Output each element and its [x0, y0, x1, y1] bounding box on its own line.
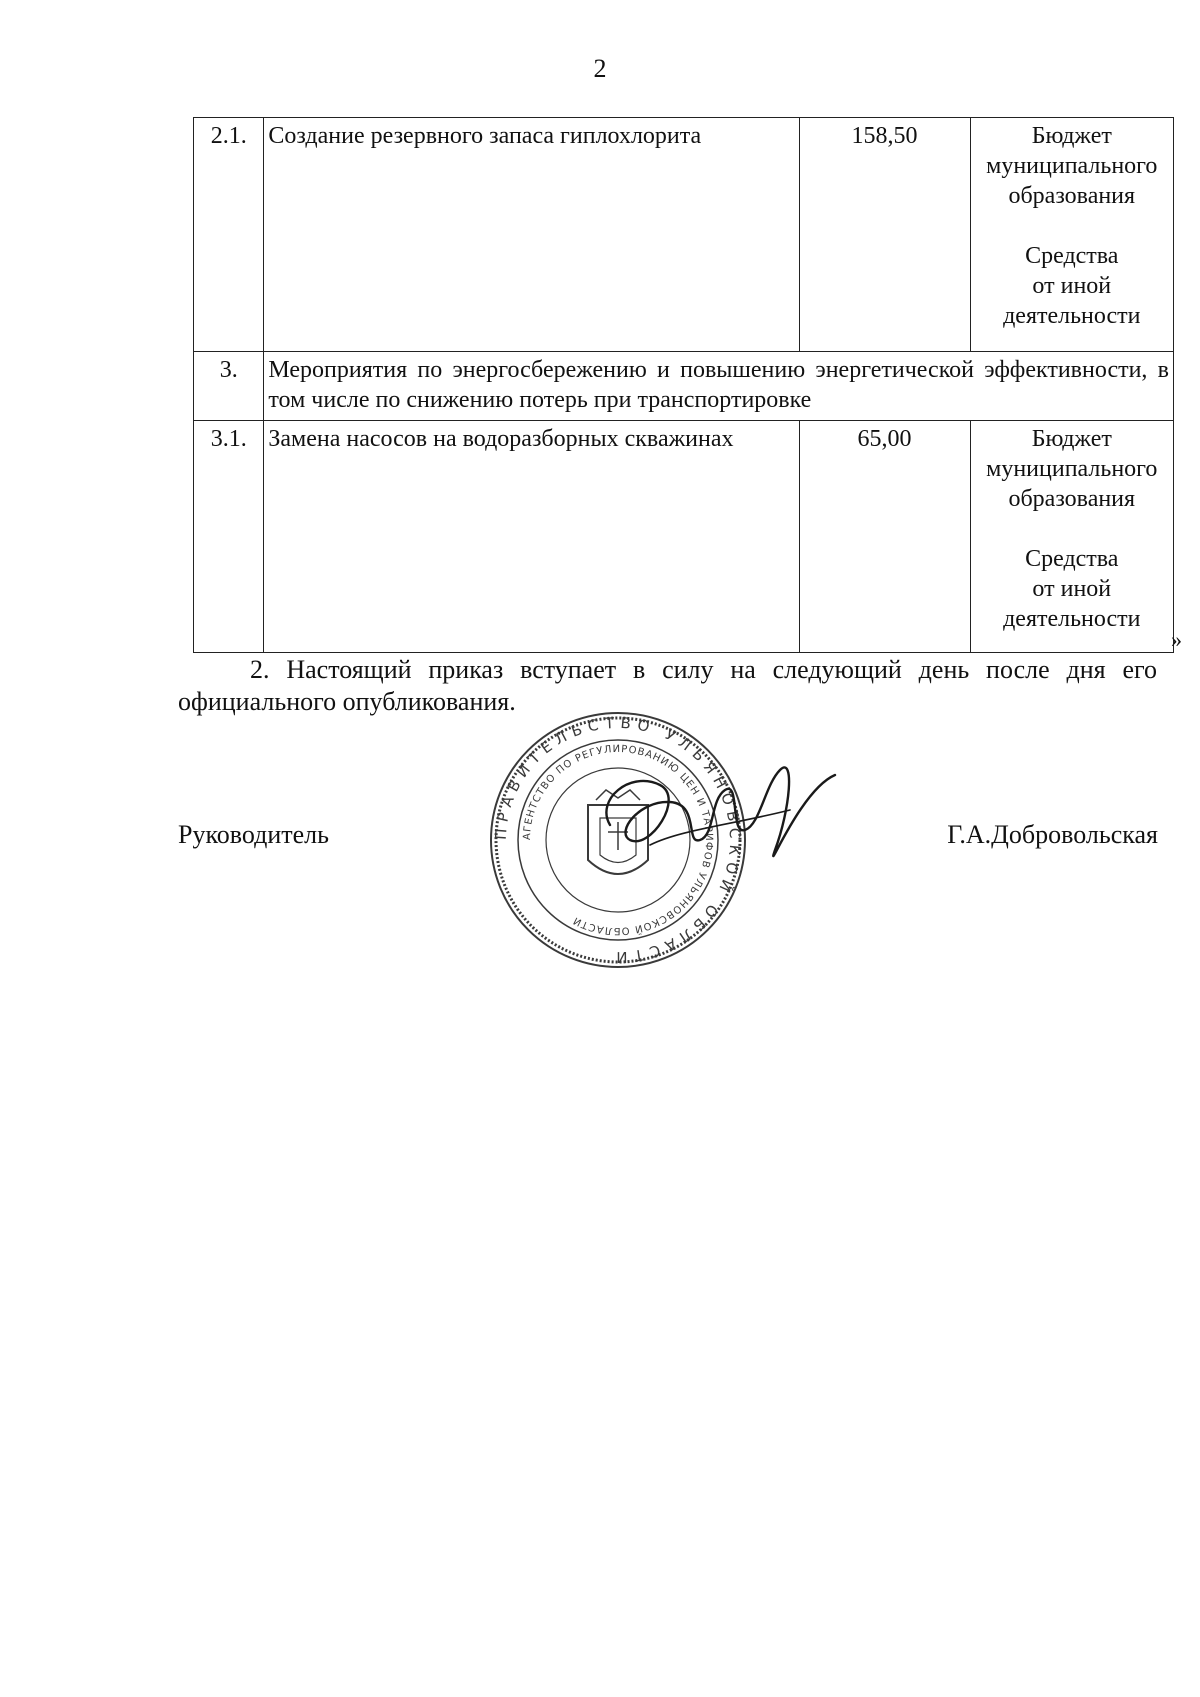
source-line: деятельности: [1003, 303, 1141, 329]
row-name: Создание резервного запаса гиплохлорита: [264, 118, 799, 352]
source-line: Бюджет: [1031, 123, 1112, 149]
closing-quote: »: [1171, 627, 1182, 652]
row-source: [970, 118, 1173, 352]
table-row: [194, 118, 1174, 352]
page-number: 2: [593, 54, 607, 83]
order-paragraph: 2. Настоящий приказ вступает в силу на следующий день после дня его официального опубликования.: [178, 655, 1157, 716]
row-source: [970, 421, 1173, 653]
source-line: муниципального: [986, 153, 1158, 179]
row-name: Замена насосов на водоразборных скважинах: [264, 421, 799, 653]
table-row: [194, 421, 1174, 653]
table-row: [194, 352, 1174, 421]
row-amount: 65,00: [799, 421, 970, 653]
handwritten-signature-icon: [590, 730, 840, 900]
source-line: Средства: [1025, 546, 1119, 572]
source-line: образования: [1008, 486, 1136, 512]
signature-block: [0, 713, 1200, 1000]
source-line: деятельности: [1003, 606, 1141, 632]
row-name: Мероприятия по энергосбережению и повышению энергетической эффективности, в том числе по снижению потерь при транспортировке: [264, 352, 1174, 421]
source-line: Средства: [1025, 243, 1119, 269]
seal-inner-text: АГЕНТСТВО ПО РЕГУЛИРОВАНИЮ ЦЕН И ТАРИФОВ УЛЬЯНОВСКОЙ ОБЛАСТИ: [521, 743, 715, 937]
measures-table: [193, 117, 1174, 653]
seal-outer-text: ПРАВИТЕЛЬСТВО УЛЬЯНОВСКОЙ ОБЛАСТИ: [491, 713, 745, 967]
source-line: образования: [1008, 183, 1136, 209]
source-line: от иной: [1032, 273, 1112, 299]
row-number: 3.: [194, 352, 264, 421]
source-line: Бюджет: [1031, 426, 1112, 452]
row-number: 2.1.: [194, 118, 264, 352]
source-line: от иной: [1032, 576, 1112, 602]
row-number: 3.1.: [194, 421, 264, 653]
signer-position: Руководитель: [178, 820, 329, 849]
signer-name: Г.А.Добровольская: [947, 820, 1158, 849]
source-line: муниципального: [986, 456, 1158, 482]
row-amount: 158,50: [799, 118, 970, 352]
